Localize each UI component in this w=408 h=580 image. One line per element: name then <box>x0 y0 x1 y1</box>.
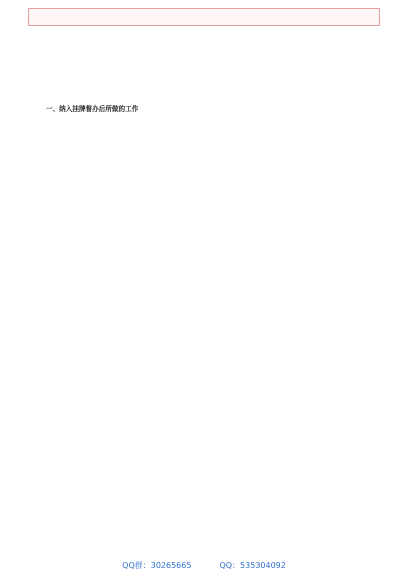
promo-banner[interactable] <box>28 8 380 26</box>
document-body <box>36 88 372 554</box>
section-heading-1: 一、纳入挂牌督办后所做的工作 <box>46 105 139 113</box>
qq-number: QQ：535304092 <box>219 561 286 570</box>
contact-footer <box>0 560 408 572</box>
qq-group-number: QQ群：30265665 <box>122 561 192 570</box>
